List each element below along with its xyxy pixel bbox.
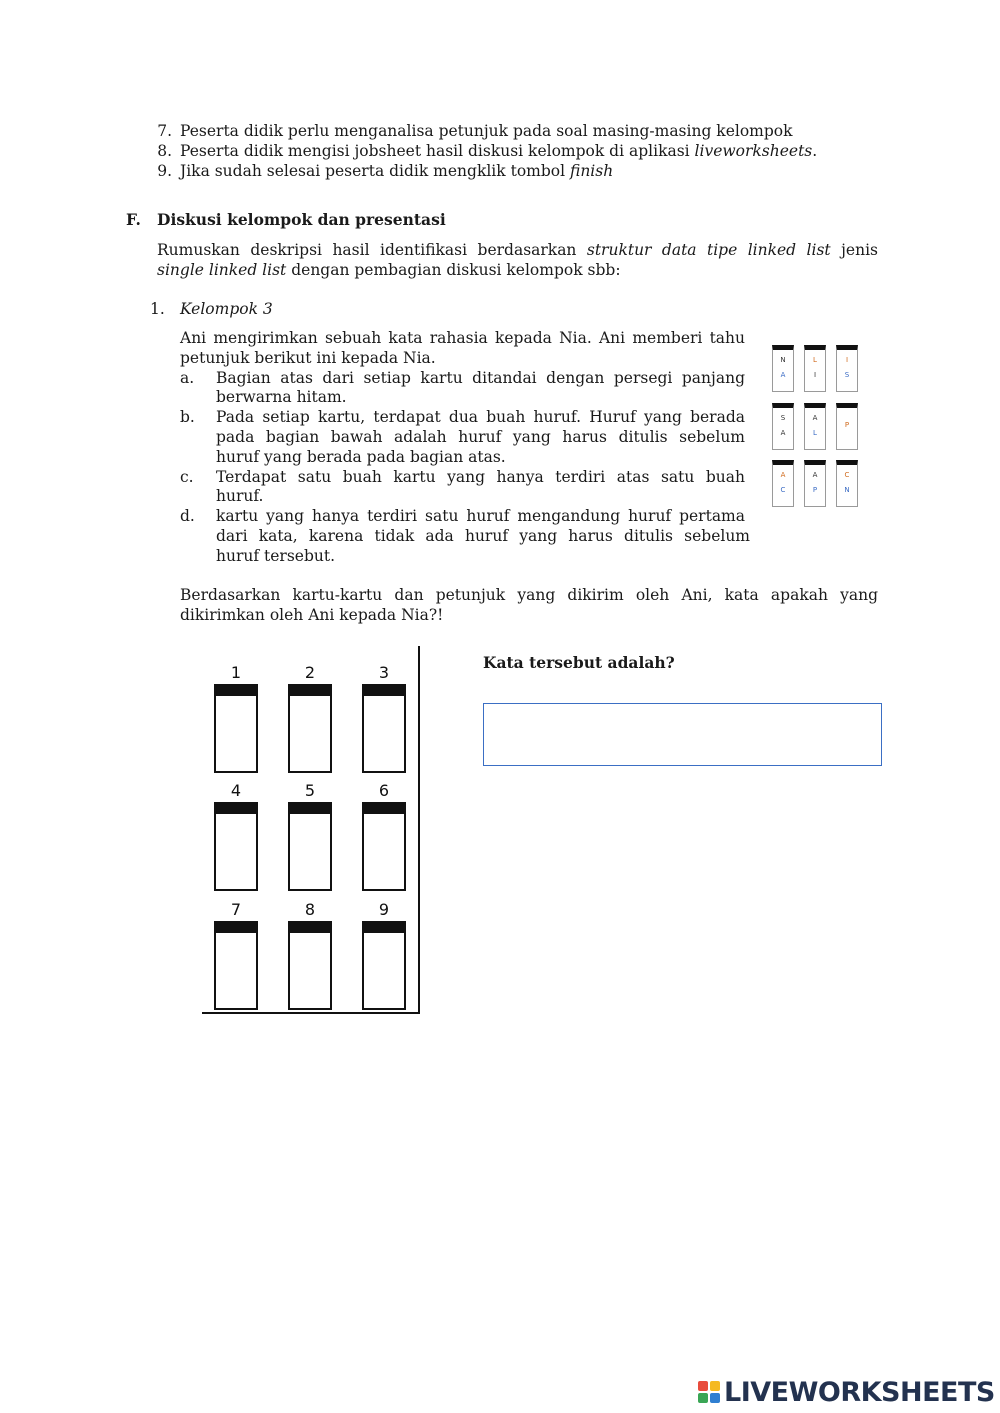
slot-number: 6 [378,781,390,800]
instruction-number: 9. [157,162,172,180]
instruction-text-italic: liveworksheets [694,142,813,160]
slot-number: 1 [230,663,242,682]
slot-number: 3 [378,663,390,682]
brand-name: LIVEWORKSHEETS [724,1377,995,1408]
card-bottom-letter: A [780,429,786,437]
instruction-text-plain: Peserta didik mengisi jobsheet hasil diskusi kelompok di aplikasi [180,142,695,160]
instruction-text: Peserta didik perlu menganalisa petunjuk pada soal masing-masing kelompok [180,122,793,140]
card-bottom-letter: A [780,371,786,379]
slot-number: 9 [378,900,390,919]
slot-number: 8 [304,900,316,919]
liveworksheets-logo-icon [698,1381,722,1403]
slot-card-input[interactable] [288,921,332,1010]
card-top-letter: C [844,471,850,479]
clue-a-line-2: berwarna hitam. [216,388,347,406]
frame-right-border [418,646,420,1014]
card-top-letter: N [780,356,786,364]
slot-number: 7 [230,900,242,919]
answer-input[interactable] [483,703,882,766]
card-top-letter: A [812,414,818,422]
instruction-text-italic: finish [569,162,614,180]
sample-card [804,403,826,450]
sample-card [772,345,794,392]
instruction-text-end: . [812,142,818,160]
frame-bottom-border [202,1012,420,1014]
sample-card [804,460,826,507]
card-top-letter: P [844,421,850,429]
instruction-number: 8. [157,142,172,160]
answer-prompt: Kata tersebut adalah? [483,653,675,672]
intro-text: Rumuskan deskripsi hasil identifikasi berdasarkan [157,241,587,259]
instruction-text [180,141,817,161]
story-line-1: Ani mengirimkan sebuah kata rahasia kepada Nia. Ani memberi tahu [180,329,745,347]
clue-a-line-1: Bagian atas dari setiap kartu ditandai dengan persegi panjang [216,369,745,387]
clue-d-line-1: kartu yang hanya terdiri satu huruf mengandung huruf pertama [216,507,745,525]
group-number: 1. [150,300,165,318]
clue-c-line-1: Terdapat satu buah kartu yang hanya terdiri atas satu buah [216,468,745,486]
slot-card-input[interactable] [214,921,258,1010]
intro-italic: struktur data tipe linked list [586,241,831,259]
card-top-letter: I [845,356,849,364]
brand-logo [698,1378,995,1408]
card-bottom-letter: I [813,371,817,379]
slot-number: 4 [230,781,242,800]
clue-letter-d: d. [180,507,195,525]
sample-card [772,460,794,507]
clue-b-line-1: Pada setiap kartu, terdapat dua buah huruf. Huruf yang berada [216,408,745,426]
card-bottom-letter: N [844,486,850,494]
question-line-1: Berdasarkan kartu-kartu dan petunjuk yang dikirim oleh Ani, kata apakah yang [180,586,878,604]
slot-card-input[interactable] [214,684,258,773]
clue-b-line-2: pada bagian bawah adalah huruf yang harus ditulis sebelum [216,428,745,446]
instruction-text-plain: Jika sudah selesai peserta didik mengklik tombol [180,162,570,180]
clue-b-line-3: huruf yang berada pada bagian atas. [216,448,506,466]
section-letter: F. [126,210,141,229]
slot-number: 2 [304,663,316,682]
slot-card-input[interactable] [362,802,406,891]
sample-card [836,403,858,450]
intro-text: jenis [830,241,878,259]
slot-card-input[interactable] [362,921,406,1010]
clue-letter-c: c. [180,468,194,486]
sample-card [772,403,794,450]
card-bottom-letter: P [812,486,818,494]
intro-text: dengan pembagian diskusi kelompok sbb: [286,261,621,279]
clue-letter-a: a. [180,369,195,387]
story-line-2: petunjuk berikut ini kepada Nia. [180,349,436,367]
card-top-letter: S [780,414,786,422]
card-bottom-letter: C [780,486,786,494]
card-top-letter: L [813,356,817,364]
section-intro-line-1 [157,240,878,260]
intro-italic: single linked list [157,261,287,279]
slot-card-input[interactable] [288,684,332,773]
question-line-2: dikirimkan oleh Ani kepada Nia?! [180,606,444,624]
slot-card-input[interactable] [362,684,406,773]
slot-card-input[interactable] [288,802,332,891]
section-intro-line-2 [157,260,621,280]
section-title: Diskusi kelompok dan presentasi [157,210,446,229]
slot-number: 5 [304,781,316,800]
card-top-letter: A [780,471,786,479]
sample-card [836,345,858,392]
sample-card [836,460,858,507]
clue-d-line-2: dari kata, karena tidak ada huruf yang harus ditulis sebelum [216,527,750,545]
clue-c-line-2: huruf. [216,487,264,505]
card-top-letter: A [812,471,818,479]
card-bottom-letter: S [844,371,850,379]
instruction-number: 7. [157,122,172,140]
instruction-text [180,161,613,181]
clue-d-line-3: huruf tersebut. [216,547,336,565]
slot-card-input[interactable] [214,802,258,891]
card-bottom-letter: L [813,429,817,437]
sample-card [804,345,826,392]
clue-letter-b: b. [180,408,195,426]
group-name: Kelompok 3 [180,300,273,318]
